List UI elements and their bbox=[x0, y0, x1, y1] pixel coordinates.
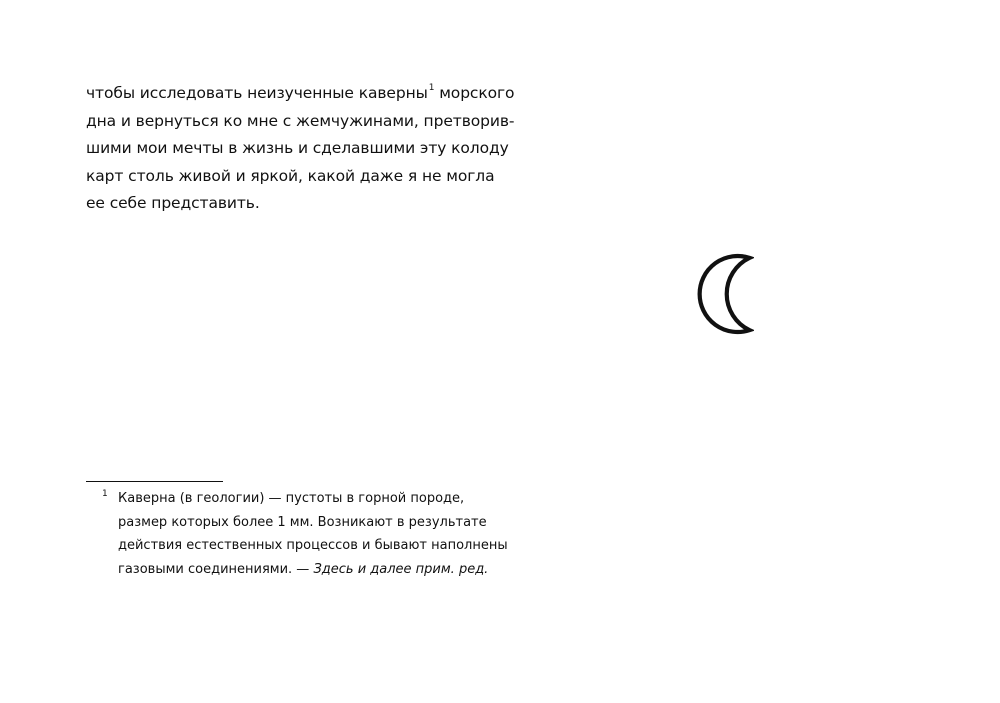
body-line: карт столь живой и яркой, какой даже я не могла bbox=[86, 166, 495, 185]
body-line: дна и вернуться ко мне с жемчужинами, претворив- bbox=[86, 111, 515, 130]
footnote-line: действия естественных процессов и бывают наполнены bbox=[118, 538, 508, 553]
body-line-text: морского bbox=[434, 84, 515, 102]
body-line: шими мои мечты в жизнь и сделавшими эту колоду bbox=[86, 139, 509, 157]
footnote-line: Каверна (в геологии) — пустоты в горной породе, bbox=[118, 491, 465, 506]
footnote-number: 1 bbox=[102, 489, 108, 499]
footnote-text bbox=[118, 487, 508, 581]
right-page bbox=[500, 0, 1000, 703]
body-line-text: чтобы исследовать неизученные каверны bbox=[86, 84, 428, 102]
footnote-line: размер которых более 1 мм. Возникают в результате bbox=[118, 514, 487, 530]
footnote-editor-note: Здесь и далее прим. ред. bbox=[313, 561, 489, 577]
footnote-line bbox=[118, 558, 508, 582]
footnote-line-text: газовыми соединениями. — bbox=[118, 561, 314, 577]
body-line: ее себе представить. bbox=[86, 194, 260, 212]
footnote-divider bbox=[86, 481, 223, 482]
body-paragraph bbox=[86, 80, 515, 218]
crescent-moon-icon bbox=[688, 253, 754, 335]
footnote-reference[interactable]: 1 bbox=[428, 82, 435, 93]
body-line bbox=[86, 80, 515, 108]
